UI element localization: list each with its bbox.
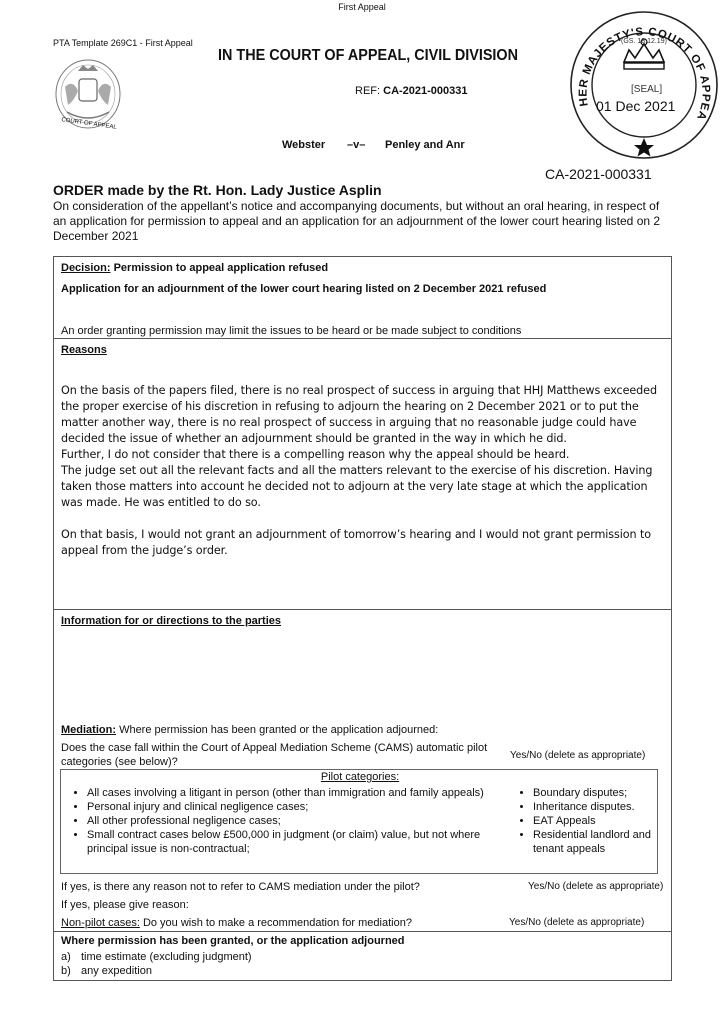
- pilot-item: • EAT Appeals: [533, 814, 683, 828]
- item-b-text: any expedition: [81, 965, 152, 977]
- template-label: PTA Template 269C1 - First Appeal: [53, 38, 193, 48]
- reasons-paragraph-3: The judge set out all the relevant facts and all the matters relevant to the exercise of his discretion. Having taken those matters into account he decided not to adjourn at the very late stage at which the application was made. He was entitled to do so.: [61, 464, 653, 509]
- pilot-heading: Pilot categories:: [320, 771, 400, 783]
- information-label: Information for or directions to the parties: [61, 615, 282, 627]
- royal-crest-logo: [53, 57, 123, 147]
- pilot-list-right: [511, 786, 683, 856]
- order-intro: On consideration of the appellant’s notice and accompanying documents, but without an oral hearing, in respect of an application for permission to appeal and an application for an adjournment of the lower court hearing listed on 2 December 2021: [53, 199, 661, 243]
- pilot-item: • All other professional negligence cases;: [87, 814, 487, 828]
- seal-word: [SEAL]: [631, 84, 663, 95]
- crest-caption: COURT OF APPEAL: [60, 117, 118, 131]
- decision-adjournment: Application for an adjournment of the lower court hearing listed on 2 December 2021 refused: [61, 283, 547, 295]
- reasons-paragraph-1: On the basis of the papers filed, there is no real prospect of success in arguing that HHJ Matthews exceeded the proper exercise of his discretion in refusing to adjourn the hearing on 2 December 2021 or to put the matter another way, there is no real prospect of success in arguing that no reasonable judge could have decided the issue of whether an adjournment should be granted in the way in which he did.: [61, 384, 657, 445]
- information-box: [53, 609, 672, 932]
- respondent-name: Penley and Anr: [385, 139, 465, 151]
- court-seal: [569, 10, 719, 160]
- court-title: IN THE COURT OF APPEAL, CIVIL DIVISION: [218, 47, 519, 64]
- appellant-name: Webster: [282, 139, 326, 151]
- case-number-stamp: CA-2021-000331: [545, 166, 652, 182]
- ref-value: CA-2021-000331: [383, 85, 468, 97]
- mediation-line: [61, 724, 438, 736]
- item-a-label: a): [61, 951, 71, 963]
- seal-ring-text: HER MAJESTY'S COURT OF APPEA: [577, 26, 712, 123]
- nonpilot-line: [61, 917, 412, 929]
- decision-box: [53, 256, 672, 339]
- pilot-categories-box: [60, 769, 658, 874]
- pilot-list-left: [65, 786, 487, 856]
- item-b-label: b): [61, 965, 71, 977]
- pilot-item: • Personal injury and clinical negligence cases;: [87, 800, 487, 814]
- mediation-yes-no-2: Yes/No (delete as appropriate): [528, 881, 664, 892]
- pilot-item: • Inheritance disputes.: [533, 800, 683, 814]
- order-title: ORDER made by the Rt. Hon. Lady Justice Asplin: [53, 182, 382, 198]
- pilot-item: • Boundary disputes;: [533, 786, 683, 800]
- mediation-question-2: If yes, is there any reason not to refer to CAMS mediation under the pilot?: [61, 881, 420, 893]
- mediation-yes-no-3: Yes/No (delete as appropriate): [509, 917, 645, 928]
- mediation-label: Mediation:: [61, 724, 116, 736]
- nonpilot-text: Do you wish to make a recommendation for mediation?: [142, 917, 412, 929]
- pilot-item: • All cases involving a litigant in person (other than immigration and family appeals): [87, 786, 487, 800]
- item-a-text: time estimate (excluding judgment): [81, 951, 252, 963]
- reasons-label: Reasons: [61, 344, 107, 356]
- pilot-item: • Residential landlord and tenant appeals: [533, 828, 683, 856]
- mediation-question: Does the case fall within the Court of Appeal Mediation Scheme (CAMS) automatic pilot categories (see below)?: [61, 742, 488, 768]
- reasons-body: [61, 383, 667, 559]
- permission-heading: Where permission has been granted, or the application adjourned: [61, 935, 405, 947]
- decision-line: [61, 262, 328, 274]
- seal-date: 01 Dec 2021: [596, 98, 676, 114]
- ref-line: [355, 85, 468, 97]
- versus-text: –v–: [347, 139, 366, 151]
- reasons-paragraph-2: Further, I do not consider that there is a compelling reason why the appeal should be heard.: [61, 448, 570, 461]
- decision-label: Decision:: [61, 262, 111, 274]
- mediation-yes-no-1: Yes/No (delete as appropriate): [510, 750, 646, 761]
- decision-text: Permission to appeal application refused: [113, 262, 329, 274]
- mediation-reason-prompt: If yes, please give reason:: [61, 899, 189, 911]
- page-header: First Appeal: [338, 2, 386, 12]
- reasons-paragraph-4: On that basis, I would not grant an adjournment of tomorrow’s hearing and I would not grant permission to appeal from the judge’s order.: [61, 528, 651, 557]
- seal-code: (GS. 18.12.19): [621, 38, 667, 45]
- permission-box: [53, 931, 672, 981]
- nonpilot-label: Non-pilot cases:: [61, 917, 140, 929]
- permission-item-a: [61, 951, 252, 963]
- permission-item-b: [61, 965, 152, 977]
- ref-label: REF:: [355, 85, 381, 97]
- reasons-box: [53, 338, 672, 610]
- decision-note: An order granting permission may limit the issues to be heard or be made subject to conditions: [61, 325, 522, 337]
- pilot-item: • Small contract cases below £500,000 in judgment (or claim) value, but not where principal issue is non-contractual;: [87, 828, 487, 856]
- mediation-text: Where permission has been granted or the application adjourned:: [119, 724, 439, 736]
